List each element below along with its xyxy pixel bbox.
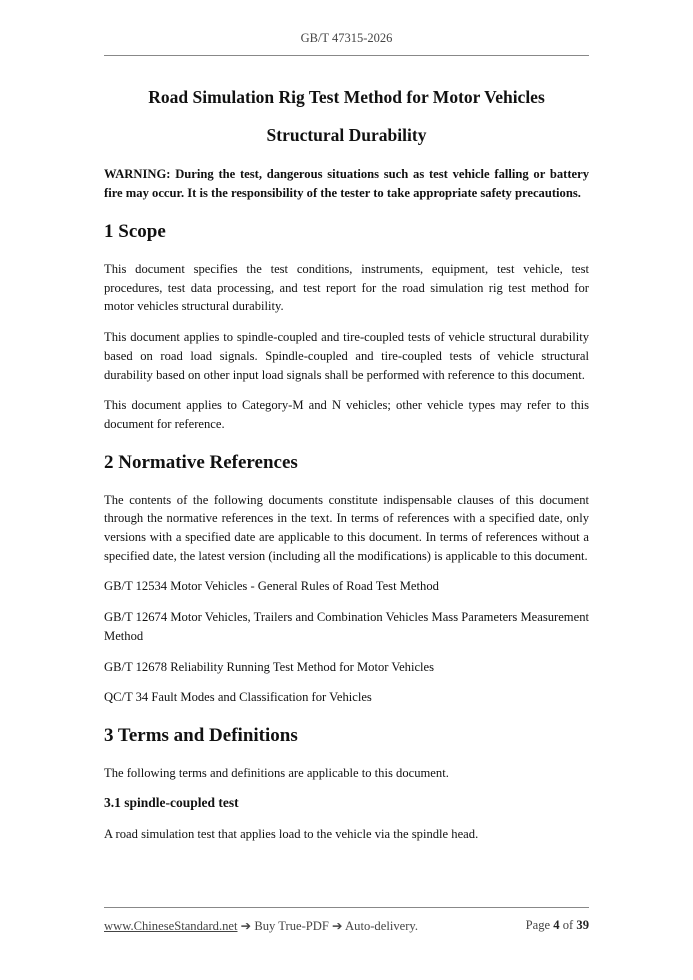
header-divider [104,55,589,56]
scope-paragraph-2: This document applies to spindle-coupled and tire-coupled tests of vehicle structural durability based on road load signals. Spindle-coupled and tire-coupled tests of vehicle structural durability based on other input load signals shall be performed with reference to this document. [104,330,589,382]
section-heading-terms: 3 Terms and Definitions [104,724,298,746]
terms-intro: The following terms and definitions are applicable to this document. [104,765,449,780]
document-title-line-1: Road Simulation Rig Test Method for Motor Vehicles [148,87,545,107]
warning-notice: WARNING: During the test, dangerous situations such as test vehicle falling or battery fire may occur. It is the responsibility of the tester to take appropriate safety precautions. [104,167,589,200]
website-link[interactable]: www.ChineseStandard.net [104,919,238,933]
reference-item: GB/T 12534 Motor Vehicles - General Rules of Road Test Method [104,579,439,594]
buy-text: ➔ Buy True-PDF ➔ Auto-delivery. [240,919,419,933]
scope-paragraph-3: This document applies to Category-M and N vehicles; other vehicle types may refer to this document for reference. [104,398,589,431]
page-total: 39 [576,918,589,932]
reference-item: GB/T 12678 Reliability Running Test Method for Motor Vehicles [104,659,435,674]
page-label: Page [525,918,551,932]
term-heading-spindle-coupled: 3.1 spindle-coupled test [104,794,239,810]
reference-item: GB/T 12674 Motor Vehicles, Trailers and Combination Vehicles Mass Parameters Measurement Method [104,610,589,643]
of-label: of [562,918,574,932]
page-number: 4 [553,918,560,932]
footer-left [104,918,418,934]
term-definition: A road simulation test that applies load to the vehicle via the spindle head. [104,826,479,841]
section-heading-normative-references: 2 Normative References [104,451,298,473]
section-heading-scope: 1 Scope [104,221,166,242]
page-indicator [526,918,589,933]
document-title-line-2: Structural Durability [266,125,427,145]
page-header: GB/T 47315-2026 [300,31,393,45]
reference-item: QC/T 34 Fault Modes and Classification for Vehicles [104,690,372,705]
normative-paragraph-intro: The contents of the following documents constitute indispensable clauses of this document through the normative references in the text. In terms of references with a specified date, only versions with a specified date are applicable to this document. In terms of references without a specified date, the latest version (including all the modifications) is applicable to this document. [104,492,589,563]
footer-divider [104,907,589,908]
scope-paragraph-1: This document specifies the test conditions, instruments, equipment, test vehicle, test procedures, test data processing, and test report for the road simulation rig test method for motor vehicles structural durability. [104,262,589,314]
page-content [104,83,589,843]
